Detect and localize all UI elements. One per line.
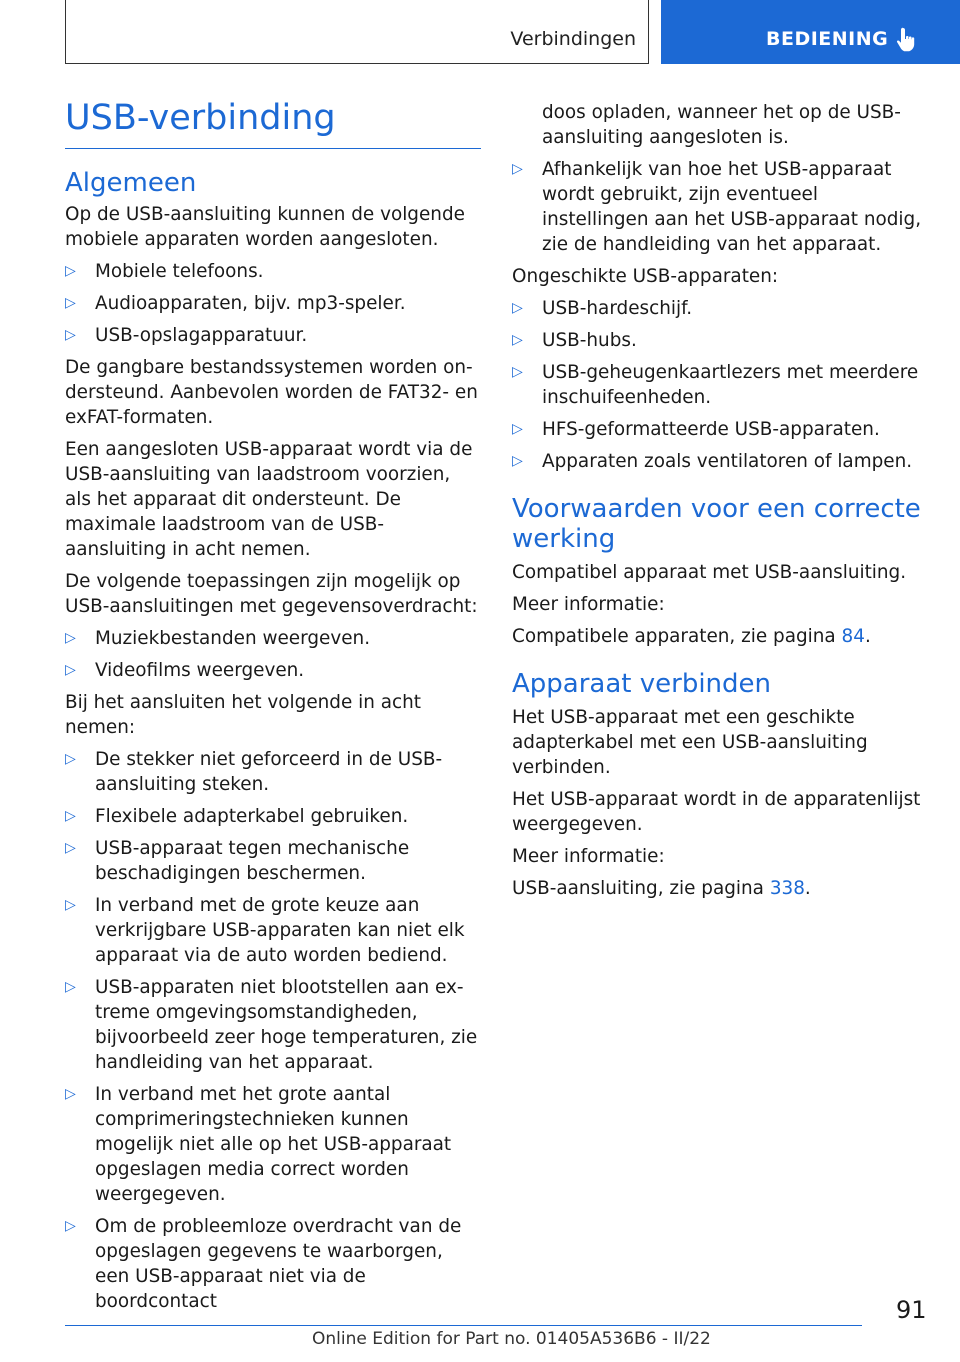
bullet-triangle-icon: ▷ <box>65 630 76 646</box>
bullet-triangle-icon: ▷ <box>65 327 76 343</box>
bullet-triangle-icon: ▷ <box>65 1218 76 1234</box>
left-column <box>65 168 479 1321</box>
page-reference-link[interactable]: 84 <box>841 626 865 647</box>
paragraph: Meer informatie: <box>512 594 665 615</box>
bullet-triangle-icon: ▷ <box>65 662 76 678</box>
bullet-triangle-icon: ▷ <box>65 808 76 824</box>
bullet-triangle-icon: ▷ <box>65 840 76 856</box>
paragraph: Ongeschikte USB-apparaten: <box>512 266 779 287</box>
paragraph: Het USB-apparaat met een geschikte adapterkabel met een USB-aansluiting verbinden. <box>512 707 868 778</box>
list-item: ▷ USB-opslagapparatuur. <box>65 325 308 346</box>
bullet-triangle-icon: ▷ <box>512 364 523 380</box>
bullet-triangle-icon: ▷ <box>512 332 523 348</box>
bullet-triangle-icon: ▷ <box>65 751 76 767</box>
paragraph: Meer informatie: <box>512 846 665 867</box>
bullet-triangle-icon: ▷ <box>512 453 523 469</box>
paragraph: Het USB-apparaat wordt in de apparatenlijst weergegeven. <box>512 789 921 835</box>
page-title: USB-verbinding <box>65 98 336 138</box>
list-item: ▷ Muziekbestanden weergeven. <box>65 628 371 649</box>
paragraph: Bij het aansluiten het volgende in acht nemen: <box>65 692 421 738</box>
heading-requirements: Voorwaarden voor een correcte werking <box>512 494 921 554</box>
list-item: ▷ USB-hardeschijf. <box>512 298 693 319</box>
bullet-triangle-icon: ▷ <box>65 263 76 279</box>
list-item: ▷ In verband met de grote keuze aan verkrijgbare USB-apparaten kan niet elk apparaat via de auto worden bediend. <box>65 895 465 966</box>
header-section-box <box>65 0 649 64</box>
paragraph: De volgende toepassingen zijn mogelijk op USB-aansluitingen met gegevensoverdracht: <box>65 571 478 617</box>
header-chapter-title: BEDIENING <box>766 28 889 50</box>
header-chapter-tab <box>661 0 960 64</box>
list-item: ▷ USB-geheugenkaartlezers met meerdere inschuifeenheden. <box>512 362 919 408</box>
bullet-triangle-icon: ▷ <box>65 979 76 995</box>
bullet-triangle-icon: ▷ <box>512 421 523 437</box>
list-item: ▷ USB-hubs. <box>512 330 637 351</box>
list-item: ▷ In verband met het grote aantal comprimeringstechnieken kunnen mogelijk niet alle op het USB-apparaat opgeslagen media correct worden weergegeven. <box>65 1084 452 1205</box>
list-item: ▷ Flexibele adapterkabel gebruiken. <box>65 806 409 827</box>
title-divider <box>65 148 481 149</box>
list-item: ▷ HFS-geformatteerde USB-apparaten. <box>512 419 880 440</box>
list-item: ▷ Videofilms weergeven. <box>65 660 305 681</box>
list-item: ▷ USB-apparaat tegen mechanische beschadigingen beschermen. <box>65 838 410 884</box>
list-item: ▷ Mobiele telefoons. <box>65 261 264 282</box>
page-reference-link[interactable]: 338 <box>769 878 805 899</box>
list-item: ▷ Audioapparaten, bijv. mp3-speler. <box>65 293 406 314</box>
list-item: ▷ De stekker niet geforceerd in de USB-aansluiting steken. <box>65 749 443 795</box>
paragraph: Op de USB-aansluiting kunnen de volgende mobiele apparaten worden aangesloten. <box>65 204 465 250</box>
right-column <box>512 100 926 908</box>
paragraph: Compatibel apparaat met USB-aansluiting. <box>512 562 907 583</box>
bullet-triangle-icon: ▷ <box>65 897 76 913</box>
hand-pointer-icon <box>894 26 920 54</box>
paragraph: Een aangesloten USB-apparaat wordt via de USB-aansluiting van laadstroom voorzien, als het apparaat dit ondersteunt. De maximale laadstroom van de USB-aansluiting in acht nemen. <box>65 439 473 560</box>
list-item: ▷ Om de probleemloze overdracht van de opgeslagen gegevens te waarborgen, een USB-apparaat niet via de boordcontact <box>65 1216 462 1312</box>
paragraph: Compatibele apparaten, zie pagina 84. <box>512 626 871 647</box>
paragraph: De gangbare bestandssystemen worden ondersteund. Aanbevolen worden de FAT32- en exFAT-formaten. <box>65 357 478 428</box>
bullet-triangle-icon: ▷ <box>512 161 523 177</box>
bullet-triangle-icon: ▷ <box>65 1086 76 1102</box>
paragraph: USB-aansluiting, zie pagina 338. <box>512 878 811 899</box>
heading-connect: Apparaat verbinden <box>512 669 771 699</box>
list-item: ▷ Apparaten zoals ventilatoren of lampen. <box>512 451 913 472</box>
bullet-triangle-icon: ▷ <box>512 300 523 316</box>
heading-general: Algemeen <box>65 168 197 198</box>
footer-divider <box>65 1325 862 1326</box>
list-item: ▷ USB-apparaten niet blootstellen aan extreme omgevingsomstandigheden, bijvoorbeeld zeer hoge temperaturen, zie handleiding van het apparaat. <box>65 977 478 1073</box>
list-item: ▷ Afhankelijk van hoe het USB-apparaat wordt gebruikt, zijn eventueel instellingen aan het USB-apparaat nodig, zie de handleiding van het apparaat. <box>512 159 922 255</box>
header-section-title: Verbindingen <box>510 28 636 50</box>
page-number: 91 <box>896 1296 927 1324</box>
footer-edition: Online Edition for Part no. 01405A536B6 - II/22 <box>312 1329 711 1349</box>
bullet-triangle-icon: ▷ <box>65 295 76 311</box>
list-item-continued: doos opladen, wanneer het op de USB-aansluiting aangesloten is. <box>542 102 901 148</box>
